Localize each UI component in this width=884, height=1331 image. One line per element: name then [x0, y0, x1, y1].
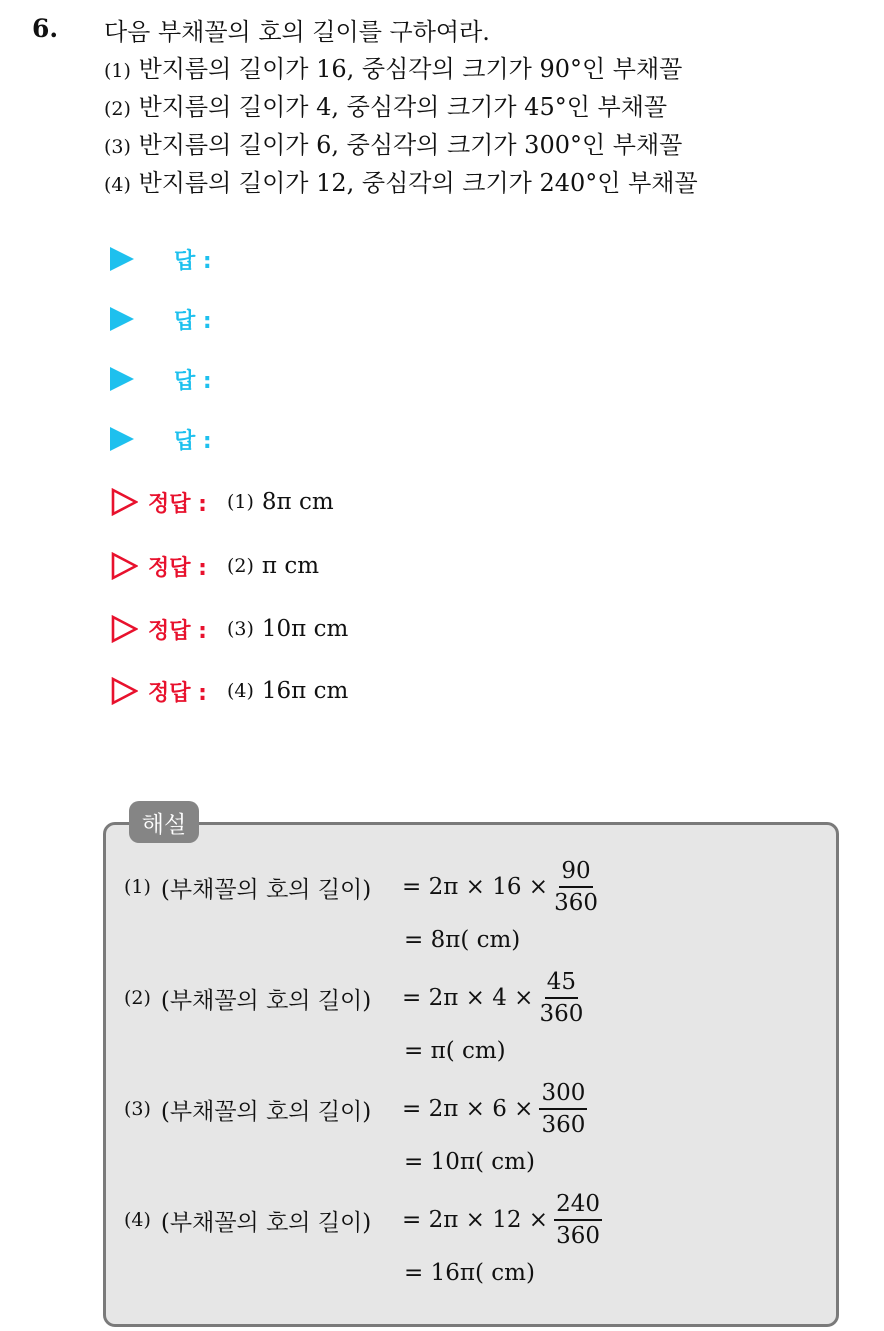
- explanation-step: [124, 856, 598, 918]
- answer-blank[interactable]: [110, 362, 212, 396]
- item-number: (1): [104, 60, 131, 82]
- outline-triangle-icon: [110, 552, 138, 580]
- question-number: 6.: [32, 14, 59, 43]
- play-triangle-icon: [110, 367, 134, 391]
- step-lhs: (부채꼴의 호의 길이): [160, 987, 372, 1014]
- fraction: [554, 1189, 602, 1251]
- explanation-step: [124, 1078, 587, 1140]
- outline-triangle-icon: [110, 488, 138, 516]
- answer-label: 답 :: [174, 428, 212, 454]
- question-item: [104, 50, 698, 88]
- step-number: (2): [124, 987, 151, 1009]
- correct-label: 정답 :: [148, 680, 207, 706]
- step-lhs: (부채꼴의 호의 길이): [160, 876, 372, 903]
- play-triangle-icon: [110, 427, 134, 451]
- numerator: 90: [559, 856, 592, 888]
- item-text: 반지름의 길이가 6, 중심각의 크기가 300°인 부채꼴: [138, 131, 683, 159]
- numerator: 300: [539, 1078, 587, 1110]
- explanation-step: [124, 1189, 602, 1251]
- fraction: [539, 1078, 587, 1140]
- question-item: [104, 164, 698, 202]
- fraction: [554, 856, 598, 918]
- question-item: [104, 88, 698, 126]
- correct-answer: [110, 548, 319, 584]
- item-number: (3): [104, 136, 131, 158]
- answer-blank[interactable]: [110, 422, 212, 456]
- answer-blank[interactable]: [110, 302, 212, 336]
- fraction: [539, 967, 583, 1029]
- step-result: = π( cm): [404, 1038, 506, 1064]
- question-item: [104, 126, 698, 164]
- step-lhs: (부채꼴의 호의 길이): [160, 1098, 372, 1125]
- item-text: 반지름의 길이가 4, 중심각의 크기가 45°인 부채꼴: [138, 93, 668, 121]
- step-expression: = 2π × 4 ×: [402, 985, 534, 1011]
- correct-value: 10π cm: [261, 616, 349, 642]
- step-result: = 16π( cm): [404, 1260, 535, 1286]
- correct-answer: [110, 611, 348, 647]
- denominator: 360: [539, 1001, 584, 1027]
- step-number: (1): [124, 876, 151, 898]
- step-expression: = 2π × 16 ×: [402, 874, 549, 900]
- correct-label: 정답 :: [148, 555, 207, 581]
- item-number: (4): [104, 174, 131, 196]
- answer-label: 답 :: [174, 308, 212, 334]
- correct-number: (4): [226, 680, 254, 702]
- item-text: 반지름의 길이가 16, 중심각의 크기가 90°인 부채꼴: [138, 55, 683, 83]
- explanation-step: [124, 967, 583, 1029]
- answer-label: 답 :: [174, 248, 212, 274]
- question-prompt: 다음 부채꼴의 호의 길이를 구하여라.: [104, 18, 490, 46]
- play-triangle-icon: [110, 247, 134, 271]
- step-result: = 10π( cm): [404, 1149, 535, 1175]
- correct-label: 정답 :: [148, 491, 207, 517]
- play-triangle-icon: [110, 307, 134, 331]
- step-result: = 8π( cm): [404, 927, 521, 953]
- correct-answer: [110, 484, 334, 520]
- denominator: 360: [554, 890, 598, 916]
- step-expression: = 2π × 12 ×: [402, 1207, 549, 1233]
- correct-value: π cm: [261, 553, 320, 579]
- correct-answer: [110, 673, 348, 709]
- correct-number: (1): [226, 491, 254, 513]
- correct-value: 8π cm: [261, 489, 334, 515]
- denominator: 360: [556, 1223, 600, 1249]
- outline-triangle-icon: [110, 615, 138, 643]
- correct-number: (3): [226, 618, 254, 640]
- item-number: (2): [104, 98, 131, 120]
- step-expression: = 2π × 6 ×: [402, 1096, 534, 1122]
- correct-value: 16π cm: [261, 678, 349, 704]
- outline-triangle-icon: [110, 677, 138, 705]
- step-number: (4): [124, 1209, 151, 1231]
- explanation-tag: 해설: [129, 801, 199, 843]
- step-number: (3): [124, 1098, 151, 1120]
- question-block: [104, 14, 698, 202]
- numerator: 45: [545, 967, 578, 999]
- item-text: 반지름의 길이가 12, 중심각의 크기가 240°인 부채꼴: [138, 169, 698, 197]
- denominator: 360: [541, 1112, 586, 1138]
- step-lhs: (부채꼴의 호의 길이): [160, 1209, 372, 1236]
- answer-blank[interactable]: [110, 242, 212, 276]
- answer-label: 답 :: [174, 368, 212, 394]
- correct-number: (2): [226, 555, 254, 577]
- numerator: 240: [554, 1189, 602, 1221]
- correct-label: 정답 :: [148, 618, 207, 644]
